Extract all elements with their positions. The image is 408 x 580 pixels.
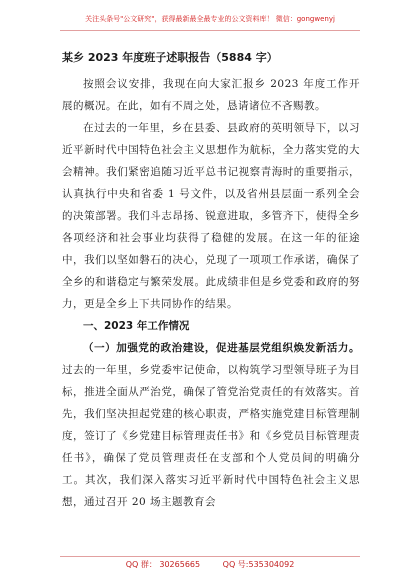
header-banner: 关注头条号"公文研究"，获得最新最全最专业的公文资料库！ 微信：gongwenyj [85, 15, 335, 23]
header-divider [60, 30, 360, 31]
section-heading: 一、2023 年工作情况 [83, 320, 190, 332]
footer-divider [60, 556, 360, 557]
document-title: 某乡 2023 年度班子述职报告（5884 字） [62, 51, 278, 64]
subsection-body: 过去的一年里，乡党委牢记使命，以构筑学习型领导班子为目标，推进全面从严治党，确保了管党治党责任的有效落实。首先，我们坚决担起党建的核心职责，严格实施党建目标管理制度，签订了《乡党建目标管理责任书》和《乡党员目标管理责任书》，确保了党员管理责任在支部和个人党员间的明确分工。其次，我们深入落实习近平新时代中国特色社会主义思想，通过召开 20 场主题教育会 [62, 364, 360, 508]
subsection-heading: （一）加强党的政治建设，促进基层党组织焕发新活力。 [83, 342, 360, 354]
footer [60, 559, 360, 570]
subsection-paragraph [62, 337, 360, 513]
footer-qq-number: QQ 号:535304092 [222, 560, 295, 569]
document-body [62, 49, 360, 513]
intro-paragraph: 按照会议安排，我现在向大家汇报乡 2023 年度工作开展的概况。在此，如有不周之处，恳请诸位不吝赐教。 [62, 78, 360, 112]
footer-qq-group: QQ 群： 30265665 [125, 560, 201, 569]
overview-paragraph: 在过去的一年里，乡在县委、县政府的英明领导下，以习近平新时代中国特色社会主义思想作为航标，全力落实党的大会精神。我们紧密追随习近平总书记视察青海时的重要指示，认真执行中央和省委 1 号文件，以及省州县层面一系列全会的决策部署。我们斗志昂扬、锐意进取，多管齐下，使得全乡各项经济和社会事业均获得了稳健的发展。在这一年的征途中，我们以坚如磐石的决心，兑现了一项项工作承诺，确保了全乡的和谐稳定与繁荣发展。此成绩非但是乡党委和政府的努力，更是全乡上下共同协作的结果。 [62, 122, 360, 310]
